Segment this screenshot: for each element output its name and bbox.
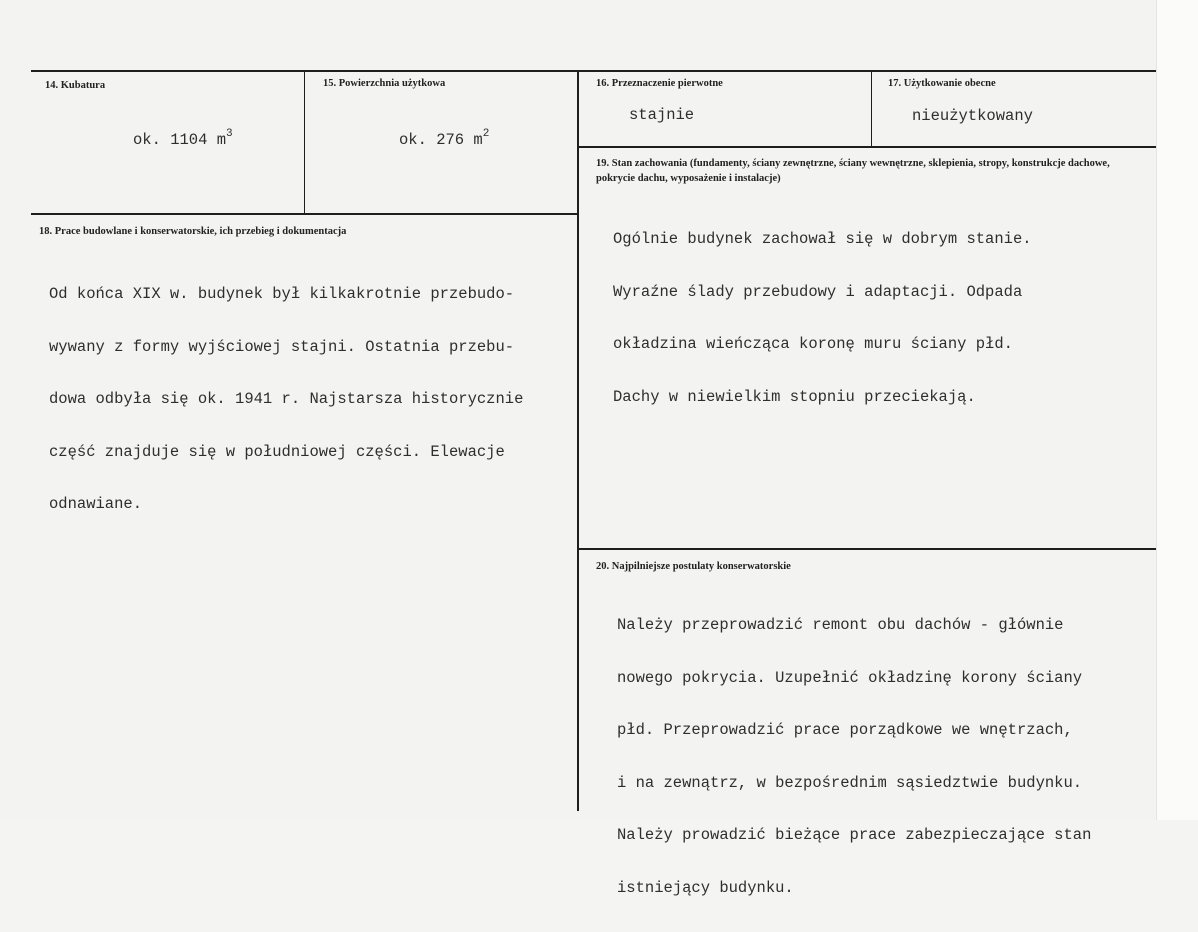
divider-16-17 — [871, 71, 872, 147]
field-18-line: dowa odbyła się ok. 1941 r. Najstarsza historycznie — [49, 390, 524, 408]
field-17-value: nieużytkowany — [912, 107, 1033, 125]
field-18-line: część znajduje się w południowej części. Elewacje — [49, 442, 505, 461]
top-rule — [31, 70, 1156, 72]
divider-14-15 — [304, 71, 305, 214]
field-19-line: okładzina wieńcząca koronę muru ściany płd. — [613, 335, 1013, 353]
field-15-unit-exponent: 2 — [482, 128, 490, 140]
field-20-line: płd. Przeprowadzić prace porządkowe we wnętrzach, — [617, 721, 1073, 739]
field-20-label: 20. Najpilniejsze postulaty konserwatorskie — [596, 561, 791, 572]
field-20-line: istniejący budynku. — [617, 878, 794, 897]
field-20-line: nowego pokrycia. Uzupełnić okładzinę korony ściany — [617, 668, 1083, 687]
field-20-line: Należy prowadzić bieżące prace zabezpieczające stan — [617, 826, 1092, 844]
rule-row1-left — [31, 213, 578, 215]
field-20-line: i na zewnątrz, w bezpośrednim sąsiedztwie budynku. — [617, 773, 1083, 792]
field-20-line: Należy przeprowadzić remont obu dachów - głównie — [617, 616, 1064, 634]
field-18-text — [49, 251, 523, 549]
field-19-label: 19. Stan zachowania (fundamenty, ściany zewnętrzne, ściany wewnętrzne, sklepienia, stropy, konstrukcje dachowe, pokrycie dachu, wyposażenie i instalacje) — [596, 158, 1110, 184]
field-18-line: wywany z formy wyjściowej stajni. Ostatnia przebu- — [49, 337, 515, 356]
field-14-number: ok. 1104 m — [133, 131, 227, 149]
field-14-unit-exponent: 3 — [226, 128, 233, 140]
field-16-label: 16. Przeznaczenie pierwotne — [596, 78, 723, 89]
rule-row1-right — [578, 146, 1156, 148]
field-15-label: 15. Powierzchnia użytkowa — [323, 78, 446, 89]
field-18-label: 18. Prace budowlane i konserwatorskie, ich przebieg i dokumentacja — [39, 226, 347, 237]
field-16-value: stajnie — [629, 106, 695, 124]
rule-19-20 — [578, 548, 1156, 550]
card-edge — [1156, 0, 1198, 820]
field-19-line: Wyraźne ślady przebudowy i adaptacji. Odpada — [613, 282, 1023, 301]
field-19-text — [613, 196, 1032, 441]
field-14-label: 14. Kubatura — [45, 80, 106, 91]
field-18-line: Od końca XIX w. budynek był kilkakrotnie przebudo- — [49, 285, 515, 303]
field-15-number: ok. 276 m — [399, 131, 483, 149]
field-15-value — [399, 128, 490, 152]
field-20-text — [617, 582, 1091, 932]
field-17-label: 17. Użytkowanie obecne — [888, 78, 996, 89]
field-18-line: odnawiane. — [49, 495, 143, 513]
field-19-line: Ogólnie budynek zachował się w dobrym stanie. — [613, 230, 1032, 248]
field-14-value — [133, 128, 233, 152]
center-divider — [577, 71, 579, 811]
field-19-line: Dachy w niewielkim stopniu przeciekają. — [613, 387, 976, 406]
